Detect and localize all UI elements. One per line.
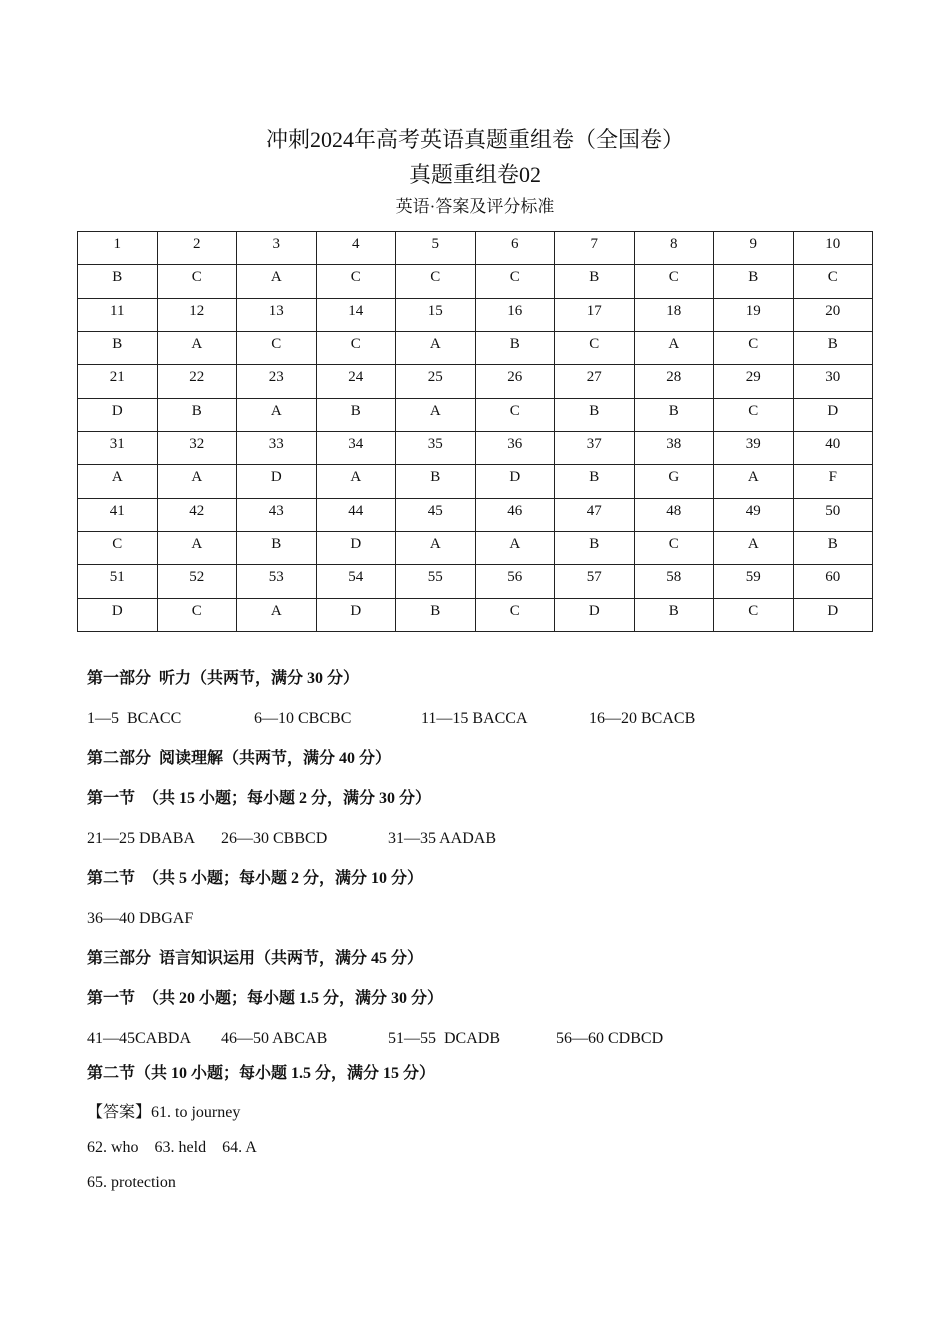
question-number-cell: 37 [555, 431, 635, 464]
answer-letter-cell: B [793, 531, 873, 564]
answer-letter-row [78, 465, 873, 498]
question-number-cell: 43 [237, 498, 317, 531]
part1-answers [87, 708, 887, 730]
answer-letter-cell: G [634, 465, 714, 498]
question-number-cell: 39 [714, 431, 794, 464]
answer-letter-cell: A [475, 531, 555, 564]
answer-group: 41—45CABDA [87, 1030, 192, 1047]
answer-letter-cell: B [396, 598, 476, 631]
answer-letter-cell: B [157, 398, 237, 431]
part3-heading: 第三部分 语言知识运用（共两节，满分 45 分） [87, 950, 424, 967]
answer-letter-cell: D [237, 465, 317, 498]
question-number-cell: 35 [396, 431, 476, 464]
question-number-cell: 34 [316, 431, 396, 464]
part2-section2-heading: 第二节 （共 5 小题；每小题 2 分，满分 10 分） [87, 870, 424, 887]
question-number-cell: 21 [78, 365, 158, 398]
part1-heading: 第一部分 听力（共两节，满分 30 分） [87, 670, 360, 687]
answer-letter-cell: D [793, 398, 873, 431]
part3-section1-answers [87, 1028, 887, 1050]
question-number-cell: 51 [78, 565, 158, 598]
answer-letter-cell: B [555, 398, 635, 431]
answer-letter-cell: B [396, 465, 476, 498]
question-number-cell: 40 [793, 431, 873, 464]
question-number-cell: 2 [157, 232, 237, 265]
answer-letter-cell: A [237, 598, 317, 631]
question-number-cell: 38 [634, 431, 714, 464]
part3-answer-line-3: 65. protection [87, 1174, 176, 1191]
answer-letter-cell: C [634, 265, 714, 298]
part3-answer-line-2: 62. who 63. held 64. A [87, 1139, 257, 1156]
answer-letter-row [78, 331, 873, 364]
question-number-cell: 55 [396, 565, 476, 598]
answer-letter-cell: A [157, 331, 237, 364]
question-number-cell: 50 [793, 498, 873, 531]
question-number-cell: 49 [714, 498, 794, 531]
answer-letter-cell: C [78, 531, 158, 564]
answer-letter-cell: B [555, 265, 635, 298]
answer-letter-cell: C [634, 531, 714, 564]
question-number-cell: 54 [316, 565, 396, 598]
answer-letter-cell: D [475, 465, 555, 498]
answer-letter-cell: A [237, 265, 317, 298]
answer-letter-cell: B [237, 531, 317, 564]
question-number-cell: 16 [475, 298, 555, 331]
answer-letter-row [78, 398, 873, 431]
answer-letter-cell: C [316, 265, 396, 298]
answer-letter-cell: C [714, 331, 794, 364]
question-number-cell: 29 [714, 365, 794, 398]
answer-letter-cell: A [714, 465, 794, 498]
answer-group: 56—60 CDBCD [556, 1030, 664, 1047]
answer-letter-cell: C [475, 398, 555, 431]
question-number-cell: 22 [157, 365, 237, 398]
answer-letter-cell: A [634, 331, 714, 364]
question-number-cell: 28 [634, 365, 714, 398]
question-number-cell: 56 [475, 565, 555, 598]
document-title: 冲刺2024年高考英语真题重组卷（全国卷） [265, 127, 684, 152]
question-number-cell: 12 [157, 298, 237, 331]
part3-section1-heading: 第一节 （共 20 小题；每小题 1.5 分，满分 30 分） [87, 990, 444, 1007]
answer-letter-cell: B [475, 331, 555, 364]
answer-letter-cell: F [793, 465, 873, 498]
answer-letter-cell: B [793, 331, 873, 364]
answer-letter-cell: A [157, 531, 237, 564]
answer-letter-cell: A [396, 398, 476, 431]
question-number-cell: 42 [157, 498, 237, 531]
answer-letter-cell: C [396, 265, 476, 298]
document-subtitle: 英语·答案及评分标准 [395, 197, 555, 216]
part3-section2-heading: 第二节（共 10 小题；每小题 1.5 分，满分 15 分） [87, 1065, 436, 1082]
question-number-row [78, 365, 873, 398]
answer-letter-cell: B [714, 265, 794, 298]
answer-group: 6—10 CBCBC [254, 710, 352, 727]
answer-letter-cell: C [157, 265, 237, 298]
question-number-cell: 24 [316, 365, 396, 398]
answer-letter-cell: D [316, 598, 396, 631]
question-number-cell: 6 [475, 232, 555, 265]
answer-group: 21—25 DBABA [87, 830, 196, 847]
question-number-cell: 10 [793, 232, 873, 265]
answer-letter-cell: A [714, 531, 794, 564]
question-number-cell: 4 [316, 232, 396, 265]
answer-letter-cell: A [78, 465, 158, 498]
part2-section1-answers [87, 828, 887, 850]
answer-letter-cell: C [714, 398, 794, 431]
question-number-cell: 32 [157, 431, 237, 464]
answer-letter-cell: C [475, 598, 555, 631]
question-number-cell: 48 [634, 498, 714, 531]
answer-group: 11—15 BACCA [421, 710, 528, 727]
answer-letter-cell: C [237, 331, 317, 364]
question-number-cell: 1 [78, 232, 158, 265]
answer-letter-row [78, 531, 873, 564]
question-number-cell: 19 [714, 298, 794, 331]
question-number-cell: 7 [555, 232, 635, 265]
question-number-cell: 23 [237, 365, 317, 398]
answer-group: 51—55 DCADB [388, 1030, 501, 1047]
question-number-row [78, 298, 873, 331]
question-number-cell: 5 [396, 232, 476, 265]
answer-group: 1—5 BCACC [87, 710, 182, 727]
answer-letter-cell: C [475, 265, 555, 298]
answer-letter-row [78, 598, 873, 631]
question-number-cell: 33 [237, 431, 317, 464]
question-number-cell: 53 [237, 565, 317, 598]
answer-letter-cell: A [396, 531, 476, 564]
part2-section1-heading: 第一节 （共 15 小题；每小题 2 分，满分 30 分） [87, 790, 432, 807]
question-number-cell: 20 [793, 298, 873, 331]
answer-group: 46—50 ABCAB [221, 1030, 328, 1047]
answer-letter-cell: C [555, 331, 635, 364]
question-number-cell: 57 [555, 565, 635, 598]
answer-letter-cell: B [316, 398, 396, 431]
question-number-cell: 13 [237, 298, 317, 331]
part3-answer-line-1: 【答案】61. to journey [87, 1104, 241, 1121]
answer-letter-cell: A [237, 398, 317, 431]
question-number-cell: 11 [78, 298, 158, 331]
question-number-cell: 58 [634, 565, 714, 598]
question-number-cell: 9 [714, 232, 794, 265]
question-number-cell: 47 [555, 498, 635, 531]
answer-letter-cell: C [793, 265, 873, 298]
answer-letter-row [78, 265, 873, 298]
answer-letter-cell: B [555, 531, 635, 564]
question-number-cell: 27 [555, 365, 635, 398]
answer-group: 26—30 CBBCD [221, 830, 328, 847]
question-number-cell: 8 [634, 232, 714, 265]
answer-letter-cell: A [157, 465, 237, 498]
question-number-row [78, 431, 873, 464]
answer-letter-cell: B [634, 398, 714, 431]
answer-letter-cell: B [555, 465, 635, 498]
question-number-cell: 52 [157, 565, 237, 598]
answer-letter-cell: D [793, 598, 873, 631]
question-number-cell: 26 [475, 365, 555, 398]
document-subtitle-paper: 真题重组卷02 [408, 162, 541, 187]
question-number-cell: 17 [555, 298, 635, 331]
question-number-row [78, 565, 873, 598]
question-number-row [78, 232, 873, 265]
question-number-cell: 59 [714, 565, 794, 598]
question-number-cell: 14 [316, 298, 396, 331]
answer-letter-cell: C [714, 598, 794, 631]
answer-letter-cell: C [157, 598, 237, 631]
question-number-cell: 46 [475, 498, 555, 531]
answer-group: 16—20 BCACB [589, 710, 696, 727]
question-number-cell: 60 [793, 565, 873, 598]
answer-letter-cell: B [78, 265, 158, 298]
question-number-cell: 30 [793, 365, 873, 398]
part2-section2-answers: 36—40 DBGAF [87, 910, 194, 927]
question-number-cell: 44 [316, 498, 396, 531]
answer-letter-cell: B [634, 598, 714, 631]
question-number-cell: 15 [396, 298, 476, 331]
answer-letter-cell: D [316, 531, 396, 564]
answer-group: 31—35 AADAB [388, 830, 497, 847]
answer-table [77, 231, 873, 632]
question-number-row [78, 498, 873, 531]
answer-letter-cell: A [316, 465, 396, 498]
answer-letter-cell: D [78, 398, 158, 431]
part2-heading: 第二部分 阅读理解（共两节，满分 40 分） [87, 750, 392, 767]
answer-letter-cell: D [78, 598, 158, 631]
answer-letter-cell: A [396, 331, 476, 364]
answer-letter-cell: B [78, 331, 158, 364]
answer-letter-cell: D [555, 598, 635, 631]
answer-letter-cell: C [316, 331, 396, 364]
question-number-cell: 25 [396, 365, 476, 398]
question-number-cell: 45 [396, 498, 476, 531]
question-number-cell: 31 [78, 431, 158, 464]
question-number-cell: 36 [475, 431, 555, 464]
question-number-cell: 3 [237, 232, 317, 265]
question-number-cell: 41 [78, 498, 158, 531]
question-number-cell: 18 [634, 298, 714, 331]
